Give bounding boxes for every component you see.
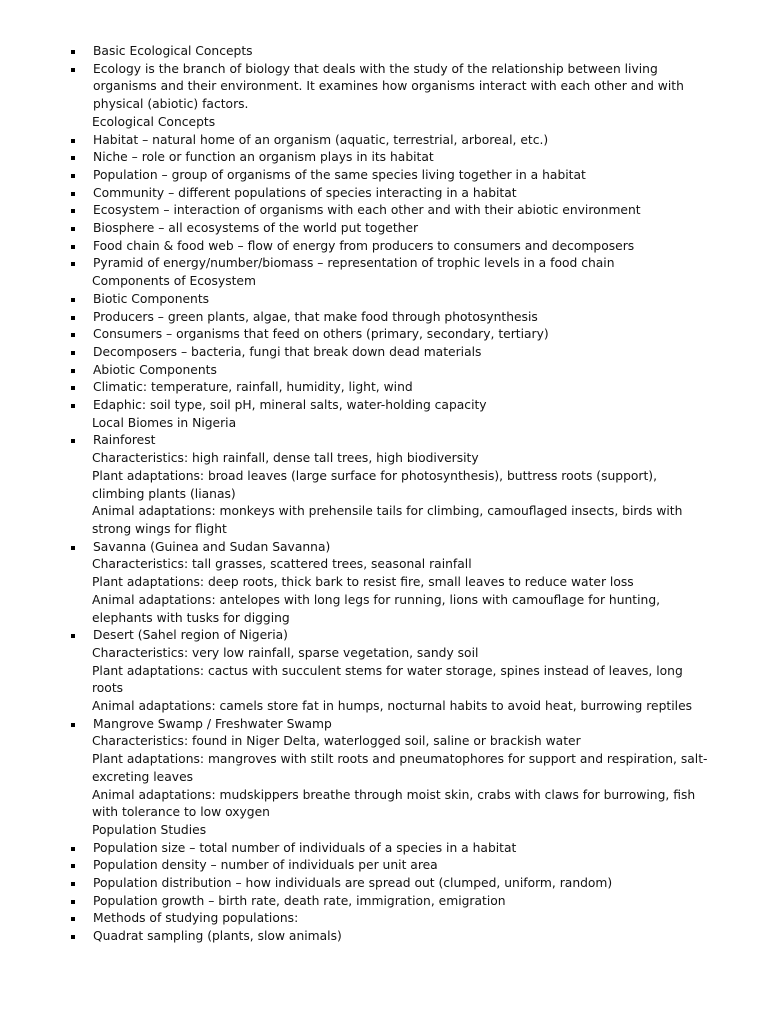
text-line: Plant adaptations: cactus with succulent stems for water storage, spines instead of leaves, long roots [92, 663, 683, 696]
text-line: Population Studies [92, 822, 207, 837]
bullet-list-item: Rainforest [0, 432, 768, 450]
bullet-list-item: Food chain & food web – flow of energy from producers to consumers and decomposers [0, 238, 768, 256]
text-line: Ecological Concepts [92, 114, 216, 129]
bullet-list-item: Biosphere – all ecosystems of the world put together [0, 220, 768, 238]
bullet-list-item: Methods of studying populations: [0, 910, 768, 928]
bullet-list-item: Population size – total number of individuals of a species in a habitat [0, 840, 768, 858]
bullet-list-item: Population distribution – how individuals are spread out (clumped, uniform, random) [0, 875, 768, 893]
bullet-list-item: Community – different populations of species interacting in a habitat [0, 185, 768, 203]
bullet-list-item: Pyramid of energy/number/biomass – representation of trophic levels in a food chain [0, 255, 768, 273]
bullet-list-item: Savanna (Guinea and Sudan Savanna) [0, 539, 768, 557]
text-line: Characteristics: found in Niger Delta, waterlogged soil, saline or brackish water [92, 734, 581, 749]
document-body [0, 43, 768, 946]
bullet-list-item: Population growth – birth rate, death rate, immigration, emigration [0, 893, 768, 911]
text-line: Characteristics: tall grasses, scattered trees, seasonal rainfall [92, 557, 472, 572]
text-line: Characteristics: high rainfall, dense tall trees, high biodiversity [92, 451, 479, 466]
bullet-list-item: Mangrove Swamp / Freshwater Swamp [0, 716, 768, 734]
text-line: Characteristics: very low rainfall, sparse vegetation, sandy soil [92, 645, 479, 660]
bullet-list-item: Desert (Sahel region of Nigeria) [0, 627, 768, 645]
text-line: Animal adaptations: camels store fat in humps, nocturnal habits to avoid heat, burrowing reptiles [92, 699, 693, 714]
bullet-list-item: Ecology is the branch of biology that deals with the study of the relationship between living organisms and their environment. It examines how organisms interact with each other and with physical (abiotic) factors. [0, 61, 768, 114]
bullet-list-item: Habitat – natural home of an organism (aquatic, terrestrial, arboreal, etc.) [0, 132, 768, 150]
bullet-list-item: Climatic: temperature, rainfall, humidity, light, wind [0, 379, 768, 397]
bullet-list-item: Niche – role or function an organism plays in its habitat [0, 149, 768, 167]
bullet-list-item: Quadrat sampling (plants, slow animals) [0, 928, 768, 946]
text-line: Animal adaptations: monkeys with prehensile tails for climbing, camouflaged insects, birds with strong wings for flight [92, 504, 683, 536]
bullet-list-item: Biotic Components [0, 291, 768, 309]
text-line: Components of Ecosystem [92, 274, 256, 289]
text-line: Animal adaptations: antelopes with long legs for running, lions with camouflage for hunting, elephants with tusks for digging [92, 592, 661, 625]
bullet-list-item: Producers – green plants, algae, that make food through photosynthesis [0, 309, 768, 327]
text-line: Plant adaptations: mangroves with stilt roots and pneumatophores for support and respiration, salt-excreting leaves [92, 752, 708, 784]
text-line: Plant adaptations: deep roots, thick bark to resist fire, small leaves to reduce water loss [92, 575, 634, 590]
bullet-list-item: Abiotic Components [0, 362, 768, 380]
text-line: Local Biomes in Nigeria [92, 415, 237, 430]
text-line: Plant adaptations: broad leaves (large surface for photosynthesis), buttress roots (support), climbing plants (lianas) [92, 468, 657, 501]
bullet-list-item: Decomposers – bacteria, fungi that break down dead materials [0, 344, 768, 362]
bullet-list-item: Population density – number of individuals per unit area [0, 857, 768, 875]
bullet-list-item: Basic Ecological Concepts [0, 43, 768, 61]
bullet-list-item: Consumers – organisms that feed on others (primary, secondary, tertiary) [0, 326, 768, 344]
bullet-list-item: Edaphic: soil type, soil pH, mineral salts, water-holding capacity [0, 397, 768, 415]
bullet-list-item: Population – group of organisms of the same species living together in a habitat [0, 167, 768, 185]
text-line: Animal adaptations: mudskippers breathe through moist skin, crabs with claws for burrowing, fish with tolerance to low oxygen [92, 787, 696, 820]
bullet-list-item: Ecosystem – interaction of organisms with each other and with their abiotic environment [0, 202, 768, 220]
